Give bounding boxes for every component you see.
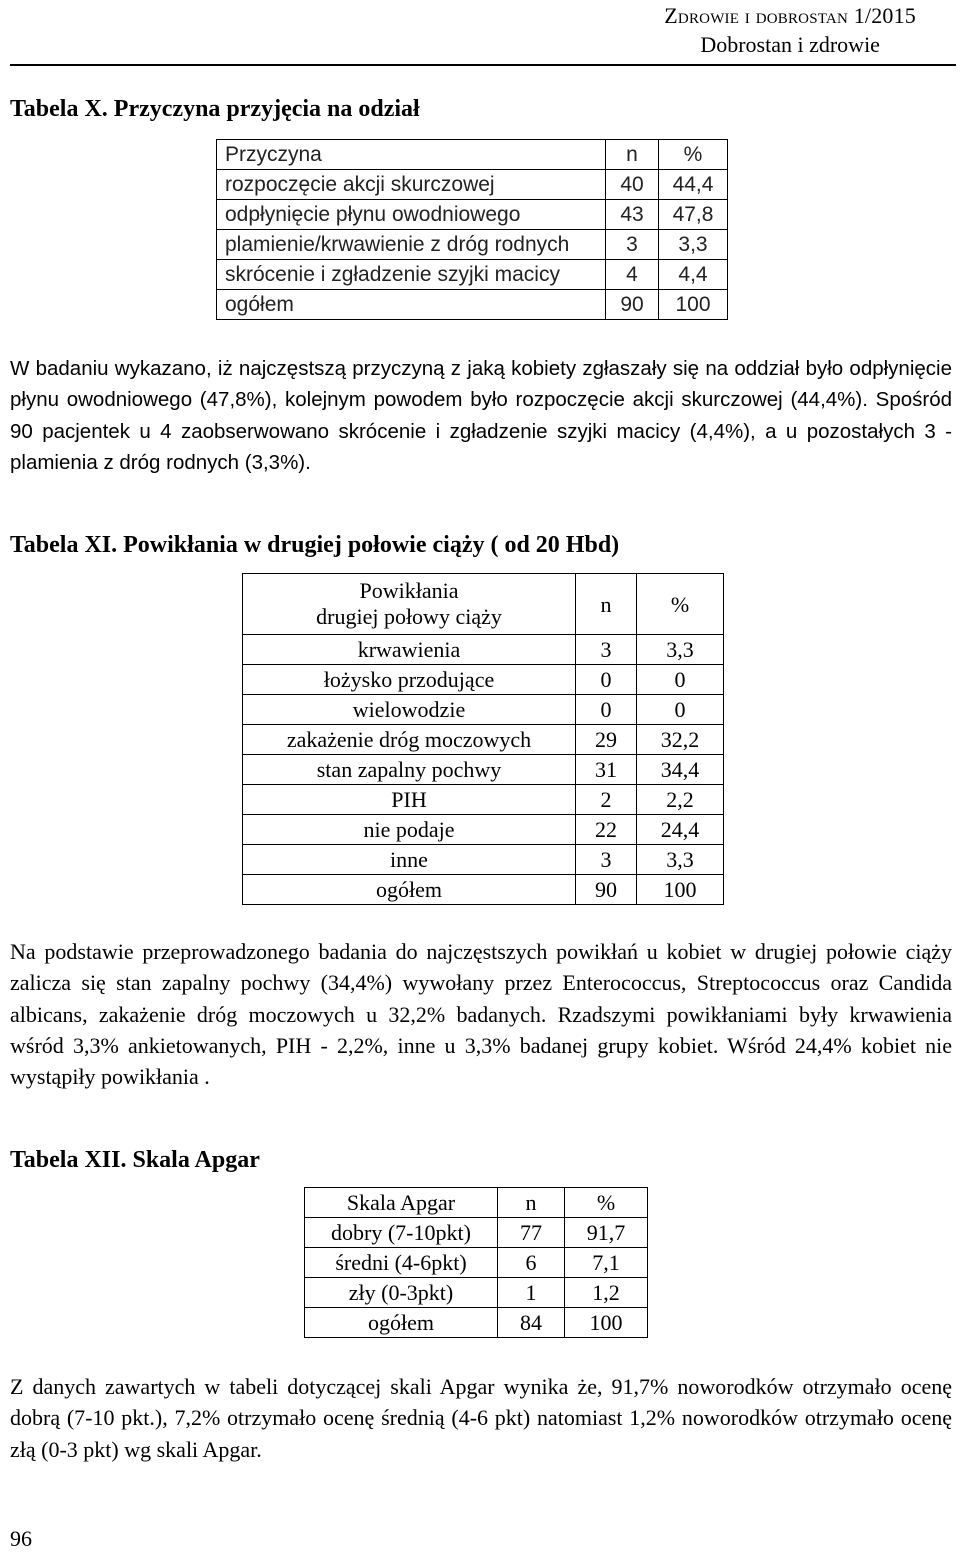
journal-name: Zdrowie i dobrostan bbox=[664, 3, 848, 28]
table-cell: 3,3 bbox=[659, 230, 728, 260]
table-row bbox=[217, 170, 728, 200]
table-header-cell: Skala Apgar bbox=[305, 1188, 498, 1218]
table-row bbox=[243, 755, 724, 785]
page-number: 96 bbox=[10, 1526, 32, 1551]
table-cell: 1 bbox=[498, 1278, 565, 1308]
table-cell: wielowodzie bbox=[243, 695, 576, 725]
table-row bbox=[243, 665, 724, 695]
table-cell: 40 bbox=[606, 170, 659, 200]
table-cell: 0 bbox=[637, 665, 724, 695]
table-cell: średni (4-6pkt) bbox=[305, 1248, 498, 1278]
table-11-caption: Tabela XI. Powikłania w drugiej połowie ciąży ( od 20 Hbd) bbox=[10, 532, 620, 558]
table-cell: 32,2 bbox=[637, 725, 724, 755]
table-row bbox=[243, 725, 724, 755]
table-cell: 84 bbox=[498, 1308, 565, 1338]
table-cell: 29 bbox=[576, 725, 637, 755]
table-10 bbox=[216, 139, 728, 320]
table-header-cell: n bbox=[498, 1188, 565, 1218]
table-cell: ogółem bbox=[243, 875, 576, 905]
table-cell: ogółem bbox=[305, 1308, 498, 1338]
table-row bbox=[305, 1278, 648, 1308]
table-11 bbox=[242, 573, 724, 905]
table-cell: 2 bbox=[576, 785, 637, 815]
table-header-row bbox=[217, 140, 728, 170]
table-cell: 3,3 bbox=[637, 635, 724, 665]
paragraph-1: W badaniu wykazano, iż najczęstszą przyczyną z jaką kobiety zgłaszały się na oddział było odpłynięcie płynu owodniowego (47,8%), kolejnym powodem było rozpoczęcie akcji skurczowej (44,4%). Spośród 90 pacjentek u 4 zaobserwowano skrócenie i zgładzenie szyjki macicy (4,4%), a u pozostałych 3 - plamienia z dróg rodnych (3,3%). bbox=[10, 357, 952, 474]
table-cell: stan zapalny pochwy bbox=[243, 755, 576, 785]
table-cell: 34,4 bbox=[637, 755, 724, 785]
table-cell: łożysko przodujące bbox=[243, 665, 576, 695]
table-row bbox=[217, 200, 728, 230]
table-row bbox=[217, 260, 728, 290]
table-cell: 3,3 bbox=[637, 845, 724, 875]
table-cell: nie podaje bbox=[243, 815, 576, 845]
table-cell: 77 bbox=[498, 1218, 565, 1248]
table-cell: plamienie/krwawienie z dróg rodnych bbox=[217, 230, 606, 260]
table-cell: krwawienia bbox=[243, 635, 576, 665]
table-row bbox=[305, 1248, 648, 1278]
header-rule bbox=[10, 64, 956, 66]
table-row bbox=[305, 1218, 648, 1248]
table-row bbox=[243, 815, 724, 845]
journal-subtitle: Dobrostan i zdrowie bbox=[700, 32, 880, 57]
table-cell: zły (0-3pkt) bbox=[305, 1278, 498, 1308]
table-cell: 0 bbox=[576, 665, 637, 695]
table-cell: 7,1 bbox=[565, 1248, 648, 1278]
paragraph-3: Z danych zawartych w tabeli dotyczącej skali Apgar wynika że, 91,7% noworodków otrzymało ocenę dobrą (7-10 pkt.), 7,2% otrzymało ocenę średnią (4-6 pkt) natomiast 1,2% noworodków otrzymało ocenę złą (0-3 pkt) wg skali Apgar. bbox=[10, 1374, 952, 1462]
table-row bbox=[243, 635, 724, 665]
table-row bbox=[243, 695, 724, 725]
table-cell: 6 bbox=[498, 1248, 565, 1278]
table-header-cell: Powikłania drugiej połowy ciąży bbox=[243, 574, 576, 635]
table-header-row bbox=[305, 1188, 648, 1218]
table-cell: 0 bbox=[637, 695, 724, 725]
table-cell: 3 bbox=[606, 230, 659, 260]
table-cell: 22 bbox=[576, 815, 637, 845]
table-header-cell: n bbox=[576, 574, 637, 635]
table-cell: 91,7 bbox=[565, 1218, 648, 1248]
table-cell: rozpoczęcie akcji skurczowej bbox=[217, 170, 606, 200]
paragraph-2: Na podstawie przeprowadzonego badania do najczęstszych powikłań u kobiet w drugiej połowie ciąży zalicza się stan zapalny pochwy (34,4%) wywołany przez Enterococcus, Streptococcus oraz Candida albicans, zakażenie dróg moczowych u 32,2% badanych. Rzadszymi powikłaniami były krwawienia wśród 3,3% ankietowanych, PIH - 2,2%, inne u 3,3% badanej grupy kobiet. Wśród 24,4% kobiet nie wystąpiły powikłania . bbox=[10, 939, 952, 1090]
table-cell: 4,4 bbox=[659, 260, 728, 290]
table-cell: inne bbox=[243, 845, 576, 875]
table-cell: odpłynięcie płynu owodniowego bbox=[217, 200, 606, 230]
table-cell: 100 bbox=[659, 290, 728, 320]
table-header-row bbox=[243, 574, 724, 635]
table-header-cell: % bbox=[637, 574, 724, 635]
table-cell: 100 bbox=[565, 1308, 648, 1338]
table-header-cell: Przyczyna bbox=[217, 140, 606, 170]
table-row bbox=[305, 1308, 648, 1338]
running-header bbox=[664, 0, 916, 60]
table-cell: 1,2 bbox=[565, 1278, 648, 1308]
table-row bbox=[217, 230, 728, 260]
journal-issue: 1/2015 bbox=[853, 3, 916, 28]
table-cell: 3 bbox=[576, 635, 637, 665]
table-header-cell: n bbox=[606, 140, 659, 170]
table-cell: 90 bbox=[606, 290, 659, 320]
table-cell: 0 bbox=[576, 695, 637, 725]
journal-title bbox=[664, 2, 916, 30]
table-cell: 31 bbox=[576, 755, 637, 785]
table-cell: 2,2 bbox=[637, 785, 724, 815]
table-header-cell: % bbox=[659, 140, 728, 170]
table-cell: ogółem bbox=[217, 290, 606, 320]
table-cell: 4 bbox=[606, 260, 659, 290]
table-cell: 90 bbox=[576, 875, 637, 905]
table-row bbox=[217, 290, 728, 320]
table-cell: 44,4 bbox=[659, 170, 728, 200]
table-cell: skrócenie i zgładzenie szyjki macicy bbox=[217, 260, 606, 290]
table-row bbox=[243, 875, 724, 905]
table-cell: 47,8 bbox=[659, 200, 728, 230]
table-row bbox=[243, 845, 724, 875]
table-cell: 3 bbox=[576, 845, 637, 875]
table-header-cell: % bbox=[565, 1188, 648, 1218]
table-cell: dobry (7-10pkt) bbox=[305, 1218, 498, 1248]
table-cell: 43 bbox=[606, 200, 659, 230]
table-cell: PIH bbox=[243, 785, 576, 815]
table-cell: 100 bbox=[637, 875, 724, 905]
table-12 bbox=[304, 1187, 648, 1338]
table-10-caption: Tabela X. Przyczyna przyjęcia na odział bbox=[10, 96, 420, 122]
table-cell: zakażenie dróg moczowych bbox=[243, 725, 576, 755]
table-row bbox=[243, 785, 724, 815]
table-12-caption: Tabela XII. Skala Apgar bbox=[10, 1147, 260, 1173]
table-cell: 24,4 bbox=[637, 815, 724, 845]
